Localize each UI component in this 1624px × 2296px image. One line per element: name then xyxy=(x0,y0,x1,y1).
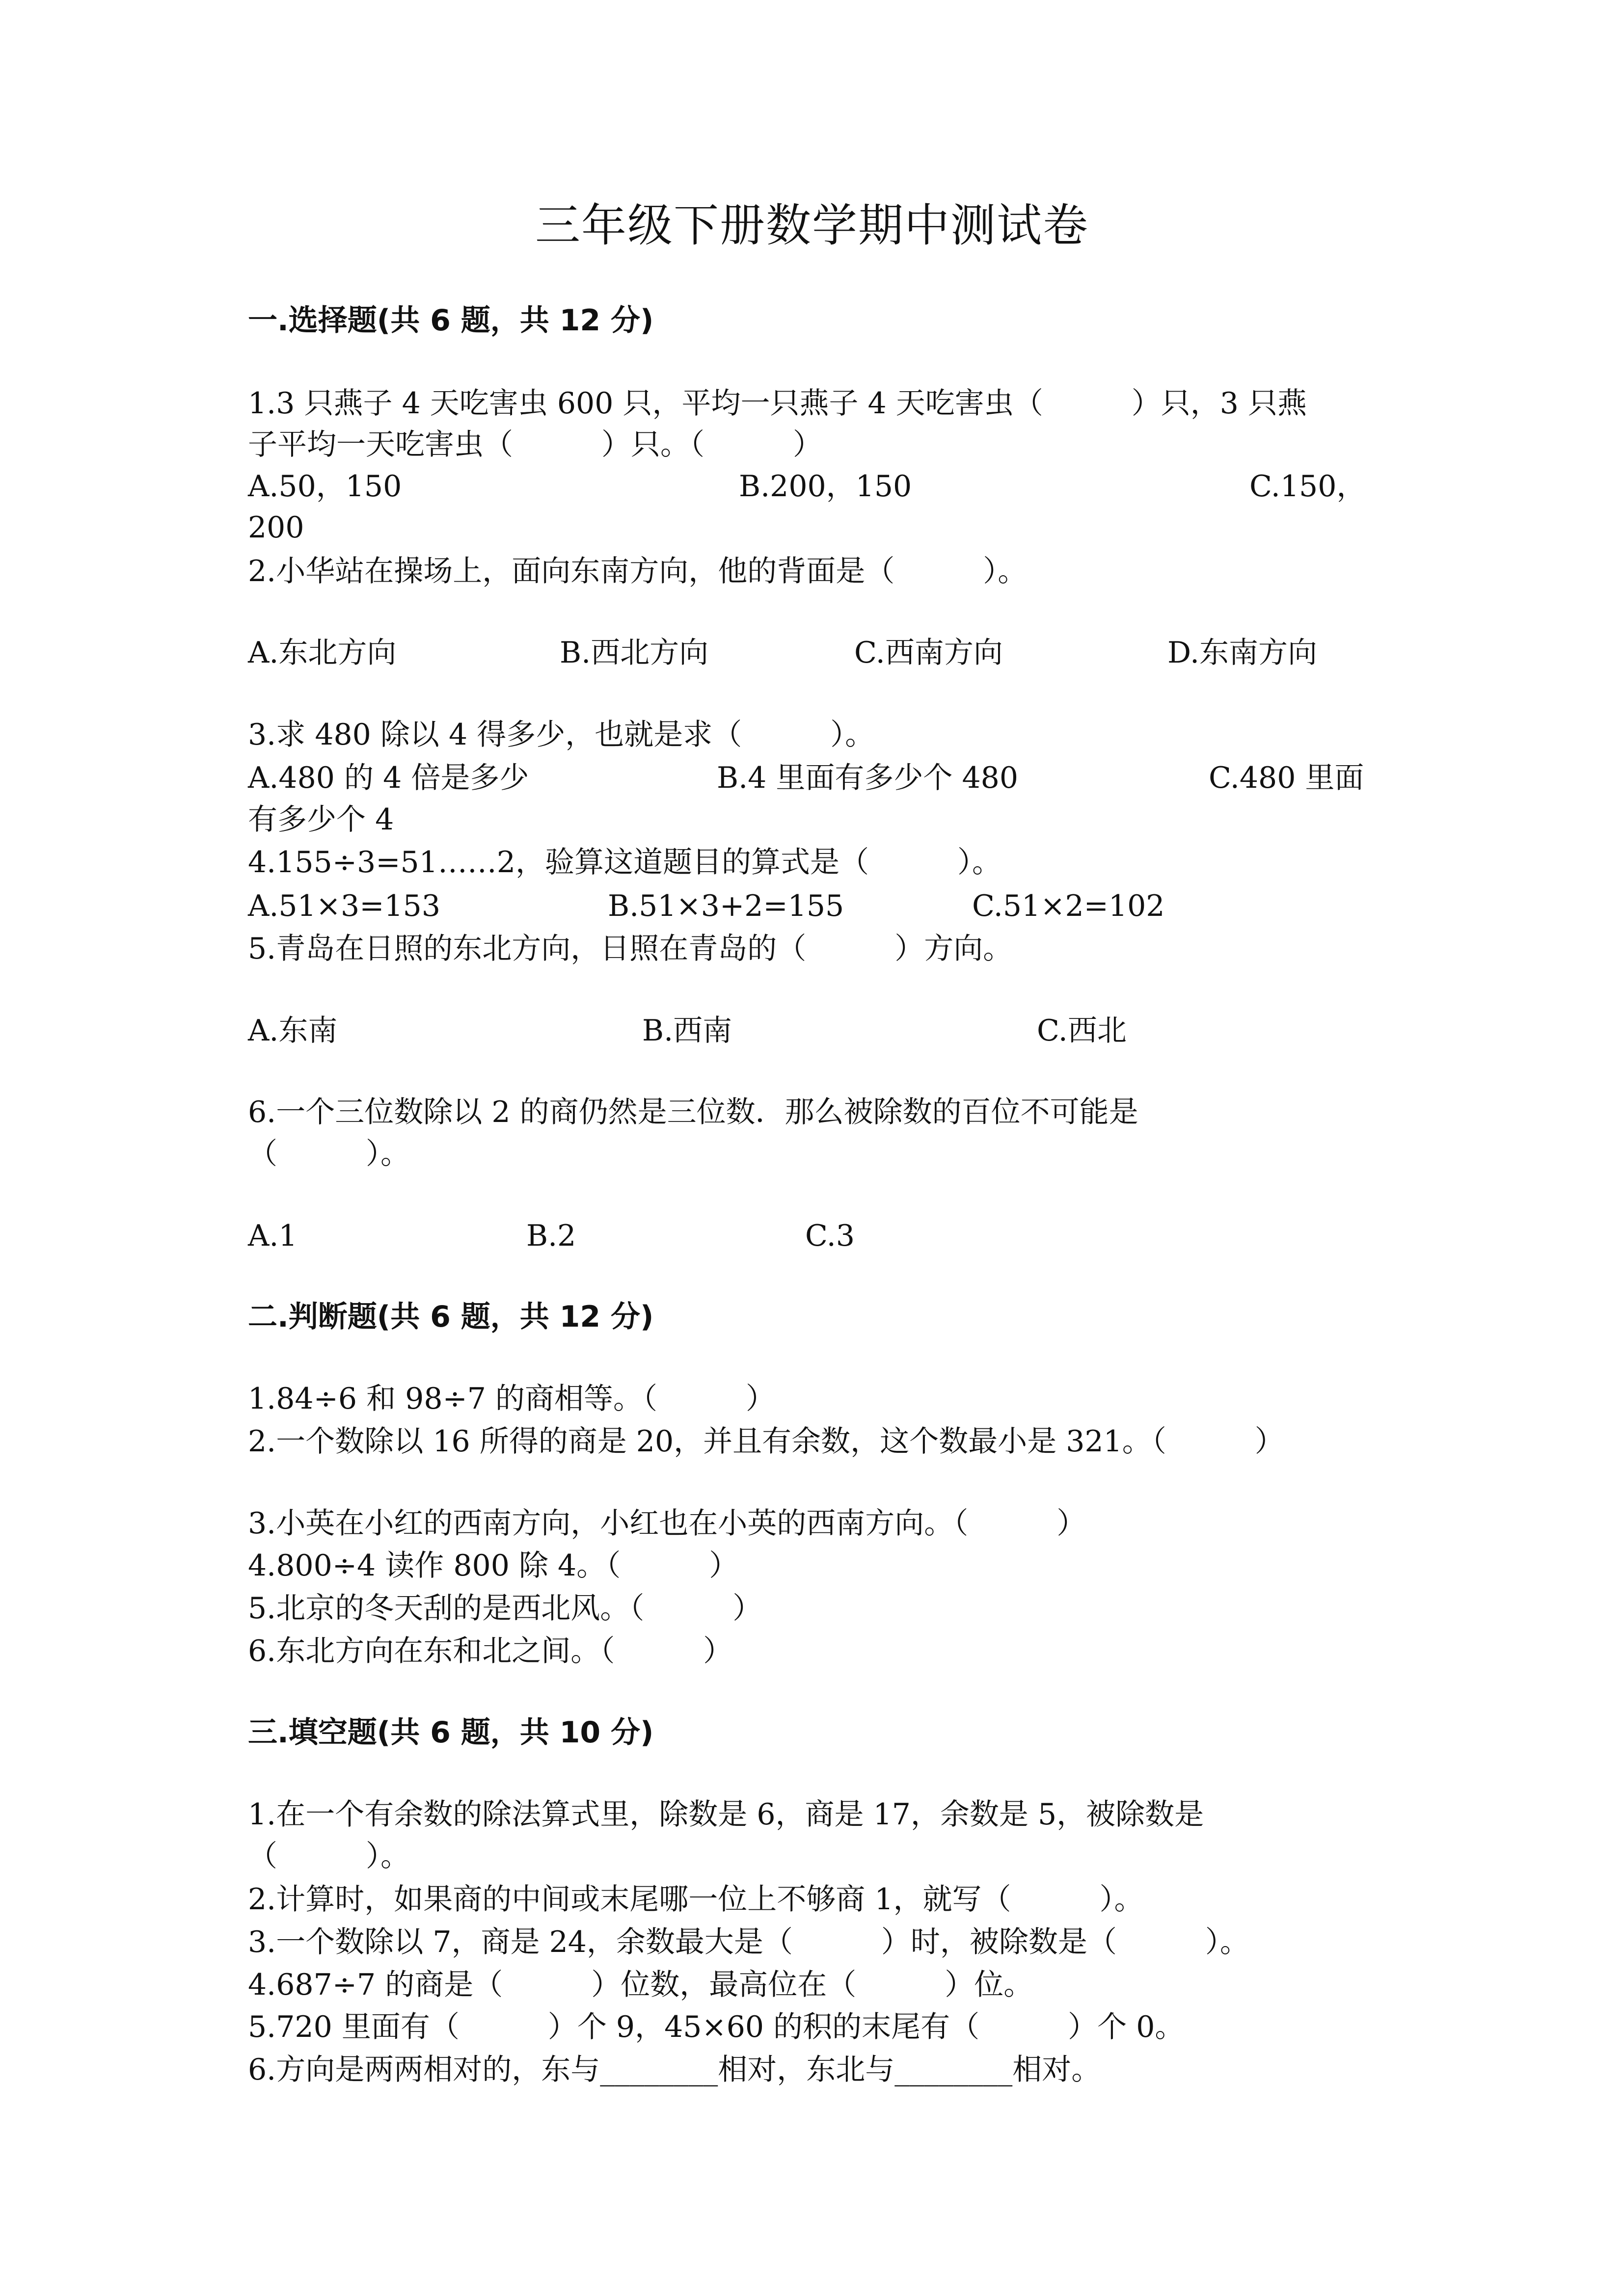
option-c[interactable]: C.480 里面 xyxy=(1209,761,1364,795)
option-b[interactable]: B.200，150 xyxy=(739,469,912,504)
question-text: 3.小英在小红的西南方向，小红也在小英的西南方向。（ ） xyxy=(248,1506,1086,1541)
question-text: 6.一个三位数除以 2 的商仍然是三位数．那么被除数的百位不可能是 xyxy=(248,1095,1138,1129)
option-c[interactable]: C.西南方向 xyxy=(854,636,1003,670)
option-a[interactable]: A.51×3=153 xyxy=(248,889,440,923)
section-heading-choice: 一.选择题(共 6 题，共 12 分) xyxy=(248,303,654,338)
option-b[interactable]: B.2 xyxy=(526,1219,576,1253)
question-text: 1.在一个有余数的除法算式里，除数是 6，商是 17，余数是 5，被除数是 xyxy=(248,1797,1204,1832)
option-b[interactable]: B.西南 xyxy=(642,1014,732,1048)
option-c[interactable]: C.3 xyxy=(805,1219,855,1253)
question-text: 1.3 只燕子 4 天吃害虫 600 只，平均一只燕子 4 天吃害虫（ ）只，3 只燕 xyxy=(248,386,1307,421)
question-text: 6.东北方向在东和北之间。（ ） xyxy=(248,1634,733,1668)
option-c-continued: 有多少个 4 xyxy=(248,802,394,837)
page-title: 三年级下册数学期中测试卷 xyxy=(535,199,1089,252)
section-heading-fill-blank: 三.填空题(共 6 题，共 10 分) xyxy=(248,1715,654,1750)
question-text: 5.北京的冬天刮的是西北风。（ ） xyxy=(248,1591,762,1626)
option-c[interactable]: C.150， xyxy=(1249,469,1366,504)
option-a[interactable]: A.东南 xyxy=(248,1014,338,1048)
question-text: 2.一个数除以 16 所得的商是 20，并且有余数，这个数最小是 321。（ ） xyxy=(248,1424,1284,1459)
option-a[interactable]: A.1 xyxy=(248,1219,298,1253)
question-text: 子平均一天吃害虫（ ）只。（ ） xyxy=(248,427,822,462)
question-text: （ ）。 xyxy=(248,1839,410,1873)
question-text: 3.求 480 除以 4 得多少，也就是求（ ）。 xyxy=(248,718,875,752)
option-b[interactable]: B.4 里面有多少个 480 xyxy=(717,761,1019,795)
question-text: 4.800÷4 读作 800 除 4。（ ） xyxy=(248,1548,739,1583)
question-text: 4.155÷3=51……2，验算这道题目的算式是（ ）。 xyxy=(248,845,1002,880)
question-text: （ ）。 xyxy=(248,1137,410,1171)
question-text: 2.小华站在操场上，面向东南方向，他的背面是（ ）。 xyxy=(248,554,1028,588)
question-text: 2.计算时，如果商的中间或末尾哪一位上不够商 1，就写（ ）。 xyxy=(248,1882,1144,1917)
option-a[interactable]: A.50，150 xyxy=(248,469,402,504)
section-heading-judgement: 二.判断题(共 6 题，共 12 分) xyxy=(248,1300,654,1334)
question-text: 5.青岛在日照的东北方向，日照在青岛的（ ）方向。 xyxy=(248,932,1013,966)
option-d[interactable]: D.东南方向 xyxy=(1167,636,1318,670)
option-b[interactable]: B.西北方向 xyxy=(560,636,709,670)
option-a[interactable]: A.东北方向 xyxy=(248,636,397,670)
question-text: 4.687÷7 的商是（ ）位数，最高位在（ ）位。 xyxy=(248,1968,1033,2002)
question-text: 3.一个数除以 7，商是 24，余数最大是（ ）时，被除数是（ ）。 xyxy=(248,1925,1249,1959)
option-c-continued: 200 xyxy=(248,510,304,545)
option-b[interactable]: B.51×3+2=155 xyxy=(608,889,844,923)
option-c[interactable]: C.51×2=102 xyxy=(972,889,1165,923)
question-text: 6.方向是两两相对的，东与________相对，东北与________相对。 xyxy=(248,2053,1101,2087)
question-text: 5.720 里面有（ ）个 9，45×60 的积的末尾有（ ）个 0。 xyxy=(248,2010,1185,2044)
option-c[interactable]: C.西北 xyxy=(1037,1014,1127,1048)
question-text: 1.84÷6 和 98÷7 的商相等。（ ） xyxy=(248,1382,776,1416)
option-a[interactable]: A.480 的 4 倍是多少 xyxy=(248,761,529,795)
